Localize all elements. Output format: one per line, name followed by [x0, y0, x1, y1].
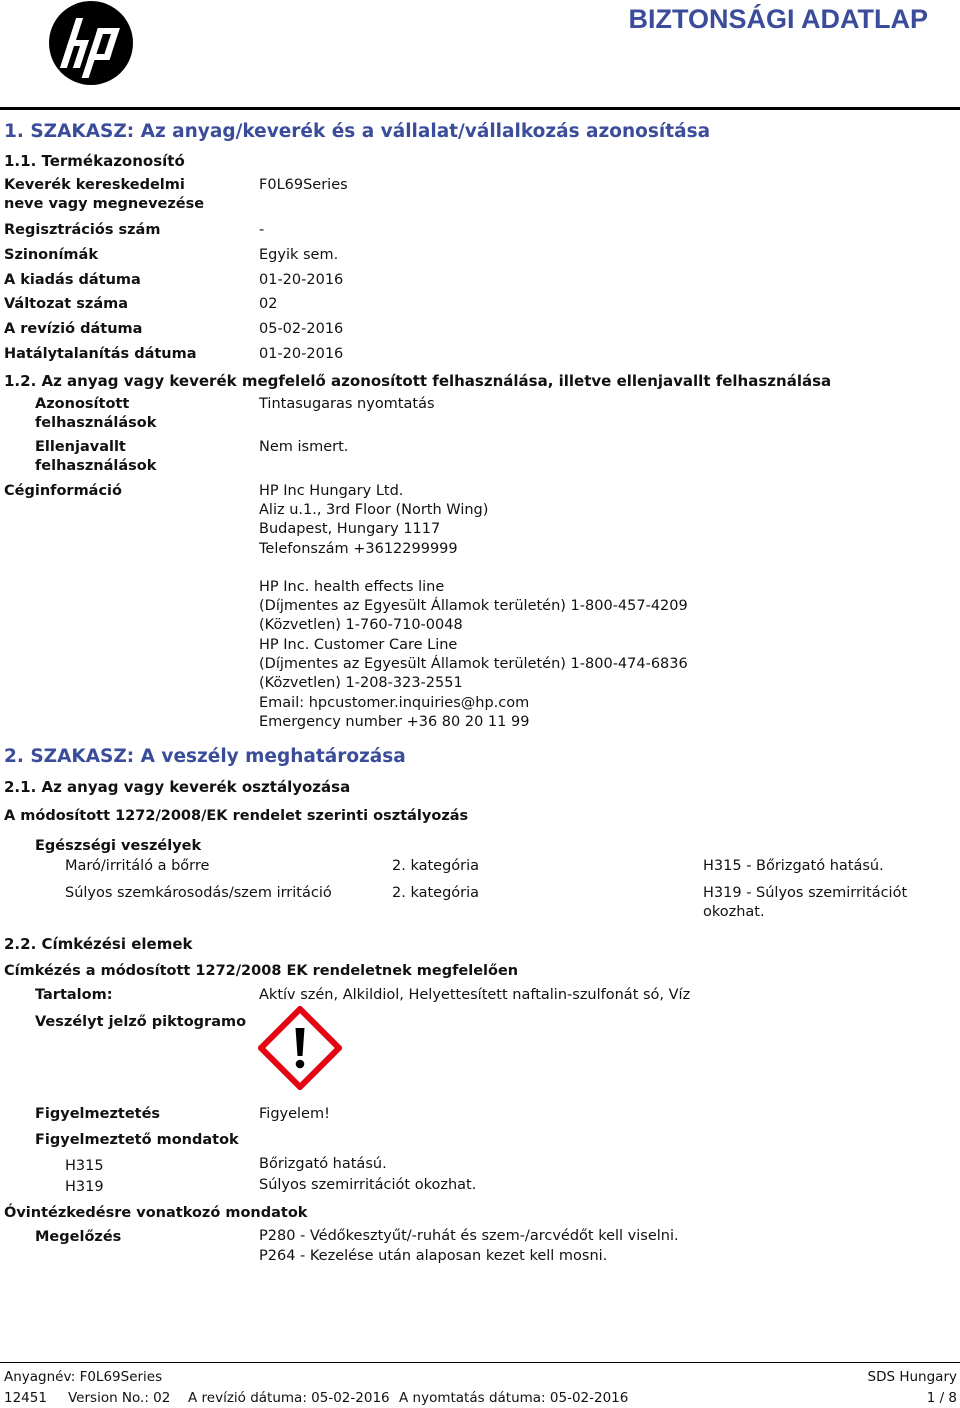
hazard-statement: H315 - Bőrizgató hatású. — [703, 858, 884, 874]
revision-value: 05-02-2016 — [259, 321, 344, 337]
issue-label: A kiadás dátuma — [4, 272, 141, 288]
supersedes-label: Hatálytalanítás dátuma — [4, 346, 197, 362]
section1-sub1: 1.1. Termékazonosító — [4, 152, 185, 170]
contact-line: Emergency number +36 80 20 11 99 — [259, 714, 530, 730]
reg-label: Regisztrációs szám — [4, 222, 161, 238]
company-line: Telefonszám +3612299999 — [259, 541, 458, 557]
uses-advised-label-2: felhasználások — [35, 458, 157, 474]
identified-uses-value: Tintasugaras nyomtatás — [259, 396, 435, 412]
signal-value: Figyelem! — [259, 1106, 330, 1122]
classification-title: A módosított 1272/2008/EK rendelet szerinti osztályozás — [4, 808, 469, 824]
hazard-category: 2. kategória — [392, 885, 480, 901]
hazard-name: Maró/irritáló a bőrre — [65, 858, 210, 874]
contact-line: Email: hpcustomer.inquiries@hp.com — [259, 695, 530, 711]
reg-value: - — [259, 222, 265, 238]
contact-line: (Díjmentes az Egyesült Államok területén) 1-800-474-6836 — [259, 656, 688, 672]
health-hazards-label: Egészségi veszélyek — [35, 838, 202, 854]
header-rule — [0, 107, 960, 110]
statement-text: Súlyos szemirritációt okozhat. — [259, 1177, 477, 1193]
revision-label: A revízió dátuma — [4, 321, 143, 337]
company-line: Budapest, Hungary 1117 — [259, 521, 441, 537]
precaution-label: Óvintézkedésre vonatkozó mondatok — [4, 1205, 308, 1221]
identified-uses-label-1: Azonosított — [35, 396, 130, 412]
product-value: F0L69Series — [259, 177, 348, 193]
footer-version: Version No.: 02 — [68, 1390, 171, 1406]
product-label-2: neve vagy megnevezése — [4, 196, 205, 212]
prevention-statement: P280 - Védőkesztyűt/-ruhát és szem-/arcvédőt kell viselni. — [259, 1228, 679, 1244]
company-line: Aliz u.1., 3rd Floor (North Wing) — [259, 502, 489, 518]
hazard-statements-label: Figyelmeztető mondatok — [35, 1132, 239, 1148]
footer-rule — [0, 1362, 960, 1363]
section1-heading: 1. SZAKASZ: Az anyag/keverék és a vállalat/vállalkozás azonosítása — [4, 121, 711, 142]
exclamation-mark-pictogram-icon — [258, 1006, 342, 1090]
syn-value: Egyik sem. — [259, 247, 339, 263]
prevention-statement: P264 - Kezelése után alaposan kezet kell mosni. — [259, 1248, 608, 1264]
statement-code: H315 — [65, 1158, 104, 1174]
footer-doc-type: SDS Hungary — [867, 1369, 957, 1385]
hazard-statement: H319 - Súlyos szemirritációt — [703, 885, 908, 901]
pictogram-label: Veszélyt jelző piktogramo — [35, 1014, 247, 1030]
contact-line: HP Inc. Customer Care Line — [259, 637, 458, 653]
section2-heading: 2. SZAKASZ: A veszély meghatározása — [4, 746, 406, 767]
hp-logo — [48, 0, 134, 86]
signal-label: Figyelmeztetés — [35, 1106, 161, 1122]
contact-line: HP Inc. health effects line — [259, 579, 445, 595]
company-line: HP Inc Hungary Ltd. — [259, 483, 404, 499]
version-value: 02 — [259, 296, 278, 312]
supersedes-value: 01-20-2016 — [259, 346, 344, 362]
document-title: BIZTONSÁGI ADATLAP — [628, 4, 928, 34]
footer-page-number: 1 / 8 — [926, 1390, 957, 1406]
hazard-category: 2. kategória — [392, 858, 480, 874]
section2-sub2: 2.2. Címkézési elemek — [4, 935, 193, 953]
hazard-statement-cont: okozhat. — [703, 904, 765, 920]
statement-code: H319 — [65, 1179, 104, 1195]
product-label-1: Keverék kereskedelmi — [4, 177, 185, 193]
contact-line: (Közvetlen) 1-208-323-2551 — [259, 675, 463, 691]
uses-advised-label-1: Ellenjavallt — [35, 439, 126, 455]
section1-sub2: 1.2. Az anyag vagy keverék megfelelő azonosított felhasználása, illetve ellenjavallt felhasználása — [4, 372, 832, 390]
labelling-title: Címkézés a módosított 1272/2008 EK rendeletnek megfelelően — [4, 963, 519, 979]
prevention-label: Megelőzés — [35, 1229, 122, 1245]
footer-product-name: Anyagnév: F0L69Series — [4, 1369, 163, 1385]
section2-sub1: 2.1. Az anyag vagy keverék osztályozása — [4, 778, 351, 796]
company-label: Céginformáció — [4, 483, 122, 499]
contains-label: Tartalom: — [35, 987, 113, 1003]
footer-revision: A revízió dátuma: 05-02-2016 — [188, 1390, 390, 1406]
footer-print-date: A nyomtatás dátuma: 05-02-2016 — [399, 1390, 629, 1406]
hazard-name: Súlyos szemkárosodás/szem irritáció — [65, 885, 332, 901]
identified-uses-label-2: felhasználások — [35, 415, 157, 431]
contact-line: (Közvetlen) 1-760-710-0048 — [259, 617, 463, 633]
contact-line: (Díjmentes az Egyesült Államok területén) 1-800-457-4209 — [259, 598, 688, 614]
footer-doc-number: 12451 — [4, 1390, 47, 1406]
version-label: Változat száma — [4, 296, 129, 312]
issue-value: 01-20-2016 — [259, 272, 344, 288]
contains-value: Aktív szén, Alkildiol, Helyettesített naftalin-szulfonát só, Víz — [259, 987, 691, 1003]
uses-advised-value: Nem ismert. — [259, 439, 349, 455]
statement-text: Bőrizgató hatású. — [259, 1156, 387, 1172]
syn-label: Szinonímák — [4, 247, 98, 263]
